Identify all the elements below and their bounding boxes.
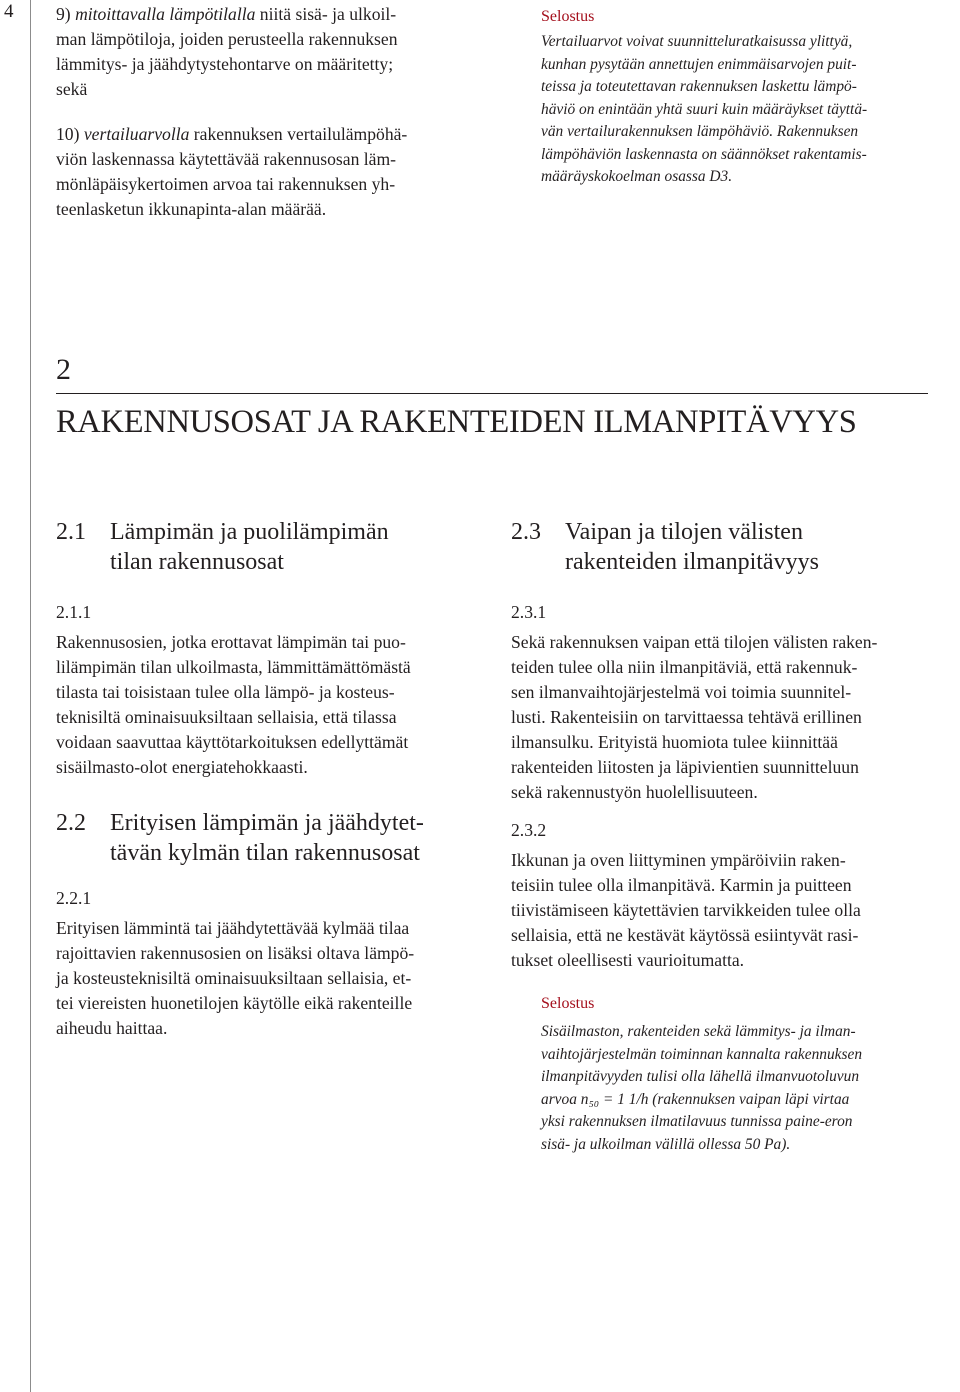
section-2-2-heading xyxy=(56,808,476,870)
text-line: lilämpimän tilan ulkoilmasta, lämmittämättömästä xyxy=(56,657,411,677)
chapter-rule xyxy=(56,393,928,394)
note-line: vän vertailurakennuksen lämpöhäviö. Rakennuksen xyxy=(541,123,859,140)
text-line: Ikkunan ja oven liittyminen ympäröiviin raken- xyxy=(511,850,846,870)
text-line: teisiin tulee olla ilmanpitävä. Karmin ja puitteen xyxy=(511,875,852,895)
note-line: Vertailuarvot voivat suunnitteluratkaisussa ylittyä, xyxy=(541,33,853,50)
note-block-bottom xyxy=(541,993,929,1156)
section-title xyxy=(110,808,424,868)
section-2-1-1-text xyxy=(56,630,447,780)
subsection-2-3-1-number: 2.3.1 xyxy=(511,602,547,622)
note-heading: Selostus xyxy=(541,8,595,25)
text-line: tilasta tai toisistaan tulee olla lämpö- ja kosteus- xyxy=(56,682,395,702)
section-title-line: Erityisen lämpimän ja jäähdytet- xyxy=(110,810,424,836)
subsection-2-2-1-number: 2.2.1 xyxy=(56,888,92,908)
text-line: tei viereisten huonetilojen käytölle eikä rakenteille xyxy=(56,993,413,1013)
definition-number: 10) xyxy=(56,124,80,144)
section-2-3-1-text xyxy=(511,630,928,805)
text-line: teiden tulee olla niin ilmanpitäviä, että rakennuk- xyxy=(511,657,858,677)
section-2-1-heading xyxy=(56,517,456,579)
text-line: ja kosteusteknisiltä ominaisuuksiltaan sellaisia, et- xyxy=(56,968,412,988)
text-line: rajoittavien rakennusosien on lisäksi oltava lämpö- xyxy=(56,943,415,963)
definition-term: mitoittavalla lämpötilalla xyxy=(75,4,256,24)
text-line: teknisiltä ominaisuuksiltaan sellaisia, että tilassa xyxy=(56,707,397,727)
section-2-2-1-text xyxy=(56,916,447,1041)
text-line: sisäilmasto-olot energiatehokkaasti. xyxy=(56,757,308,777)
definition-term: vertailuarvolla xyxy=(83,124,190,144)
chapter-number: 2 xyxy=(56,353,71,386)
section-title xyxy=(110,517,389,577)
section-2-3-2-text xyxy=(511,848,928,973)
definition-9 xyxy=(56,2,447,102)
definition-text-line: mönläpäisykertoimen arvoa tai rakennuksen yh- xyxy=(56,174,396,194)
note-line: määräyskokoelman osassa D3. xyxy=(541,168,733,185)
note-block-top xyxy=(541,6,929,189)
text-line: Sekä rakennuksen vaipan että tilojen välisten raken- xyxy=(511,632,878,652)
text-line: voidaan saavuttaa käyttötarkoituksen edellyttämät xyxy=(56,732,409,752)
text-line: rakenteiden liitosten ja läpivientien suunnitteluun xyxy=(511,757,859,777)
text-line: sellaisia, että ne kestävät käytössä esiintyvät rasi- xyxy=(511,925,859,945)
text-line: sekä rakennustyön huolellisuuteen. xyxy=(511,782,758,802)
subsection-2-3-2-number: 2.3.2 xyxy=(511,820,547,840)
note-line: vaihtojärjestelmän toiminnan kannalta rakennuksen xyxy=(541,1045,863,1063)
note-line: Sisäilmaston, rakenteiden sekä lämmitys- ja ilman- xyxy=(541,1023,856,1040)
definition-text-line: viön laskennassa käytettävää rakennusosan läm- xyxy=(56,149,397,169)
section-number: 2.1 xyxy=(56,519,86,545)
note-body xyxy=(541,1021,929,1156)
definitions-block xyxy=(56,2,447,222)
section-title-line: Lämpimän ja puolilämpimän xyxy=(110,519,389,545)
note-heading: Selostus xyxy=(541,995,595,1012)
section-title-line: tilan rakennusosat xyxy=(110,549,284,575)
text-line: aiheudu haittaa. xyxy=(56,1018,168,1038)
definition-text-line: sekä xyxy=(56,79,88,99)
note-line: teissa ja toteutettavan rakennuksen laskettu lämpö- xyxy=(541,78,857,95)
section-2-3-heading xyxy=(511,517,931,579)
definition-text-line: teenlasketun ikkunapinta-alan määrää. xyxy=(56,199,327,219)
margin-rule xyxy=(30,0,31,1392)
text-line: lusti. Rakenteisiin on tarvittaessa tehtävä erillinen xyxy=(511,707,862,727)
chapter-title: RAKENNUSOSAT JA RAKENTEIDEN ILMANPITÄVYYS xyxy=(56,404,857,440)
section-number: 2.2 xyxy=(56,810,86,836)
note-line: kunhan pysytään annettujen enimmäisarvojen puit- xyxy=(541,55,857,73)
definition-text-line: niitä sisä- ja ulkoil- xyxy=(255,4,397,24)
section-title-line: tävän kylmän tilan rakennusosat xyxy=(110,840,420,866)
text-line: Rakennusosien, jotka erottavat lämpimän tai puo- xyxy=(56,632,406,652)
definition-10 xyxy=(56,122,447,222)
definition-text-line: lämmitys- ja jäähdytystehontarve on määritetty; xyxy=(56,54,394,74)
section-number: 2.3 xyxy=(511,519,541,545)
note-line: ilmanpitävyyden tulisi olla lähellä ilmanvuotoluvun xyxy=(541,1068,860,1085)
section-title-line: rakenteiden ilmanpitävyys xyxy=(565,549,819,575)
text-line: sen ilmanvaihtojärjestelmä voi toimia suunnitel- xyxy=(511,682,852,702)
note-line: sisä- ja ulkoilman välillä ollessa 50 Pa). xyxy=(541,1135,791,1153)
text-line: tukset oleellisesti vaurioitumatta. xyxy=(511,950,745,970)
definition-text-line: man lämpötiloja, joiden perusteella rakennuksen xyxy=(56,29,398,49)
subsection-2-1-1-number: 2.1.1 xyxy=(56,602,92,622)
definition-number: 9) xyxy=(56,4,71,24)
section-title xyxy=(565,517,819,577)
note-body xyxy=(541,31,929,189)
text-line: tiivistämiseen käytettävien tarvikkeiden tulee olla xyxy=(511,900,861,920)
note-line: yksi rakennuksen ilmatilavuus tunnissa paine-eron xyxy=(541,1113,853,1130)
note-line: arvoa n₅₀ = 1 1/h (rakennuksen vaipan läpi virtaa xyxy=(541,1090,850,1108)
text-line: ilmansulku. Erityistä huomiota tulee kiinnittää xyxy=(511,732,838,752)
text-line: Erityisen lämmintä tai jäähdytettävää kylmää tilaa xyxy=(56,918,410,938)
section-title-line: Vaipan ja tilojen välisten xyxy=(565,519,803,545)
note-line: häviö on enintään yhtä suuri kuin määräykset täyttä- xyxy=(541,100,868,118)
definition-text-line: rakennuksen vertailulämpöhä- xyxy=(189,124,408,144)
note-line: lämpöhäviön laskennasta on säännökset rakentamis- xyxy=(541,145,867,163)
page-number: 4 xyxy=(4,1,14,22)
